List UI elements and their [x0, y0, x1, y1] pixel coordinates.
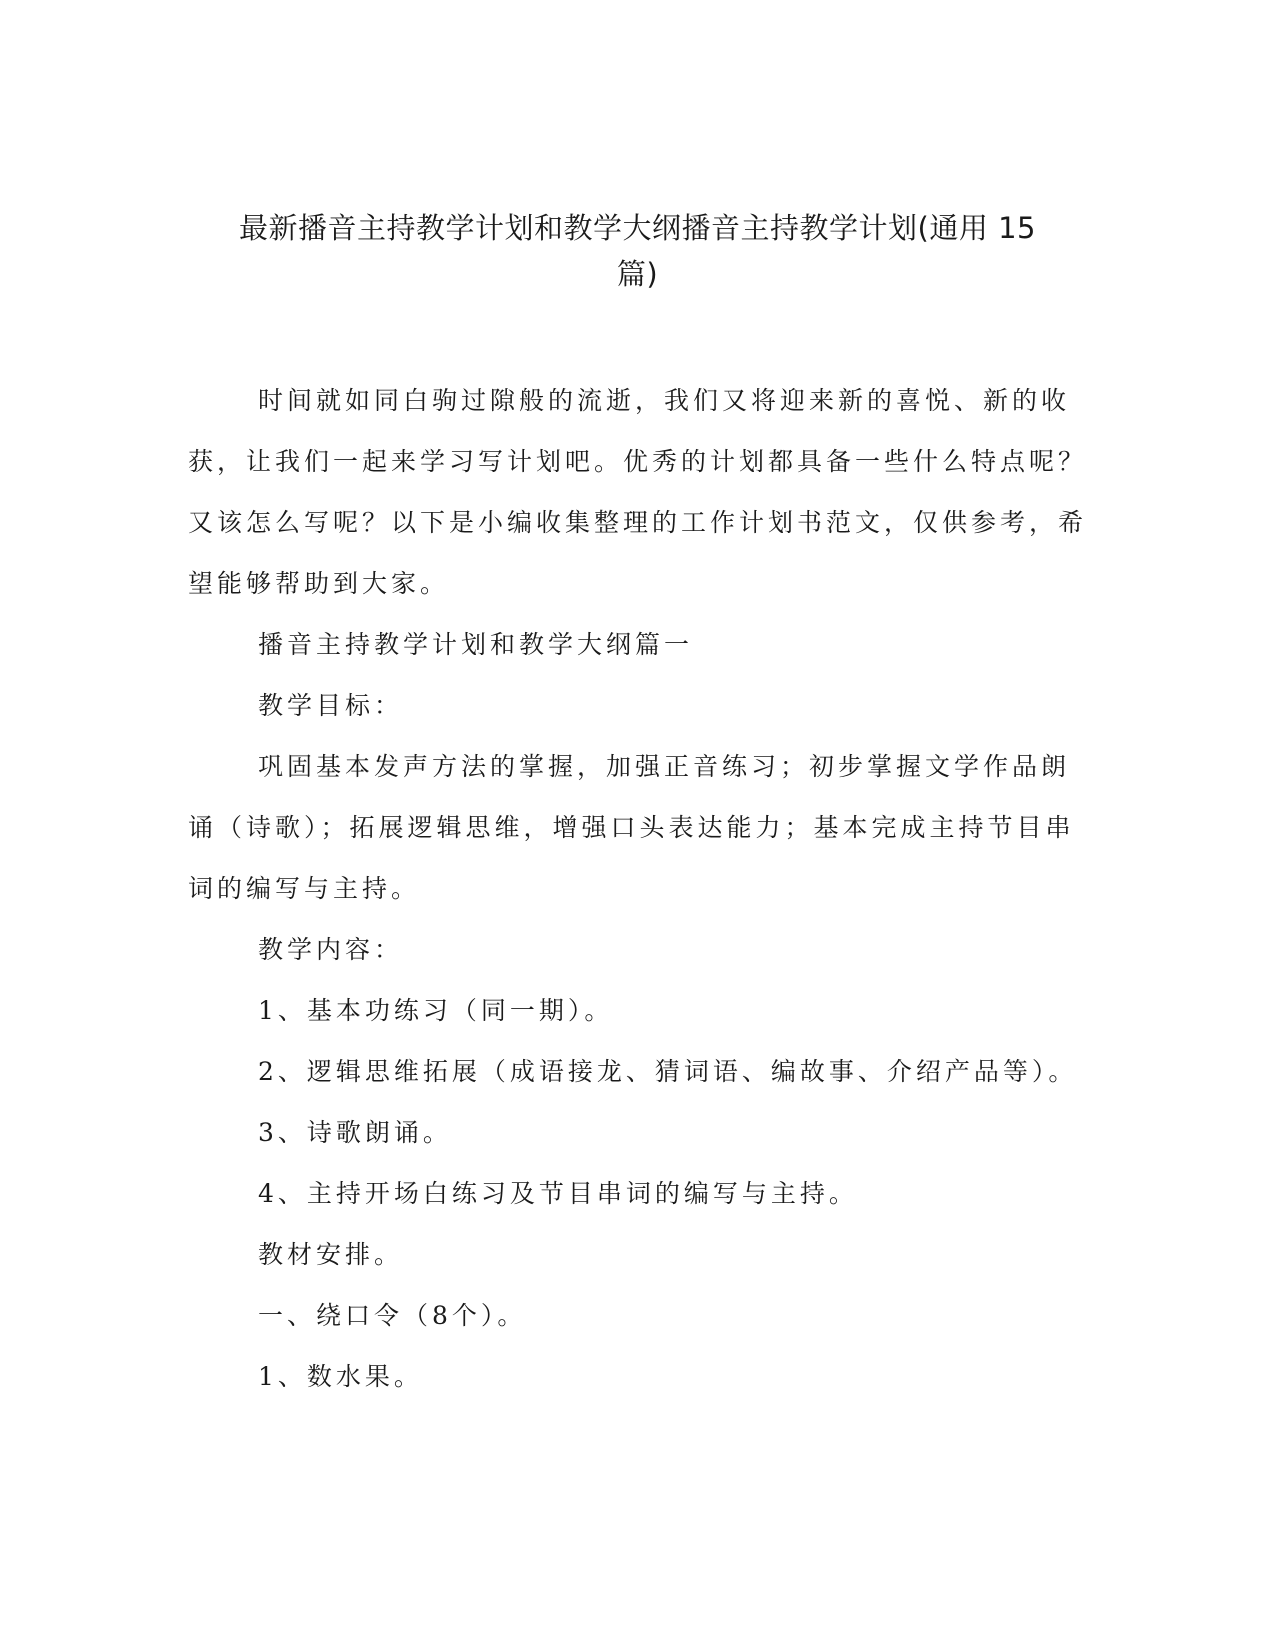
- document-body: [188, 370, 1088, 1407]
- content-item-1: 1、基本功练习（同一期）。: [258, 996, 614, 1025]
- objectives-paragraph: 巩固基本发声方法的掌握，加强正音练习；初步掌握文学作品朗诵（诗歌）；拓展逻辑思维，增强口头表达能力；基本完成主持节目串词的编写与主持。: [188, 752, 1075, 903]
- title-line-1: 最新播音主持教学计划和教学大纲播音主持教学计划(通用 15: [239, 211, 1036, 245]
- content-label: 教学内容：: [258, 935, 404, 964]
- materials-item-1: 1、数水果。: [258, 1362, 423, 1391]
- section-heading: 播音主持教学计划和教学大纲篇一: [258, 630, 694, 659]
- intro-paragraph: 时间就如同白驹过隙般的流逝，我们又将迎来新的喜悦、新的收获，让我们一起来学习写计划吧。优秀的计划都具备一些什么特点呢？又该怎么写呢？以下是小编收集整理的工作计划书范文，仅供参考，希望能够帮助到大家。: [188, 386, 1088, 598]
- materials-section-1: 一、绕口令（8个）。: [258, 1301, 527, 1330]
- content-item-2: 2、逻辑思维拓展（成语接龙、猜词语、编故事、介绍产品等）。: [258, 1057, 1078, 1086]
- document-title: [170, 205, 1105, 297]
- content-item-4: 4、主持开场白练习及节目串词的编写与主持。: [258, 1179, 858, 1208]
- objectives-label: 教学目标：: [258, 691, 404, 720]
- materials-label: 教材安排。: [258, 1240, 404, 1269]
- content-item-3: 3、诗歌朗诵。: [258, 1118, 452, 1147]
- title-line-2: 篇): [616, 257, 659, 291]
